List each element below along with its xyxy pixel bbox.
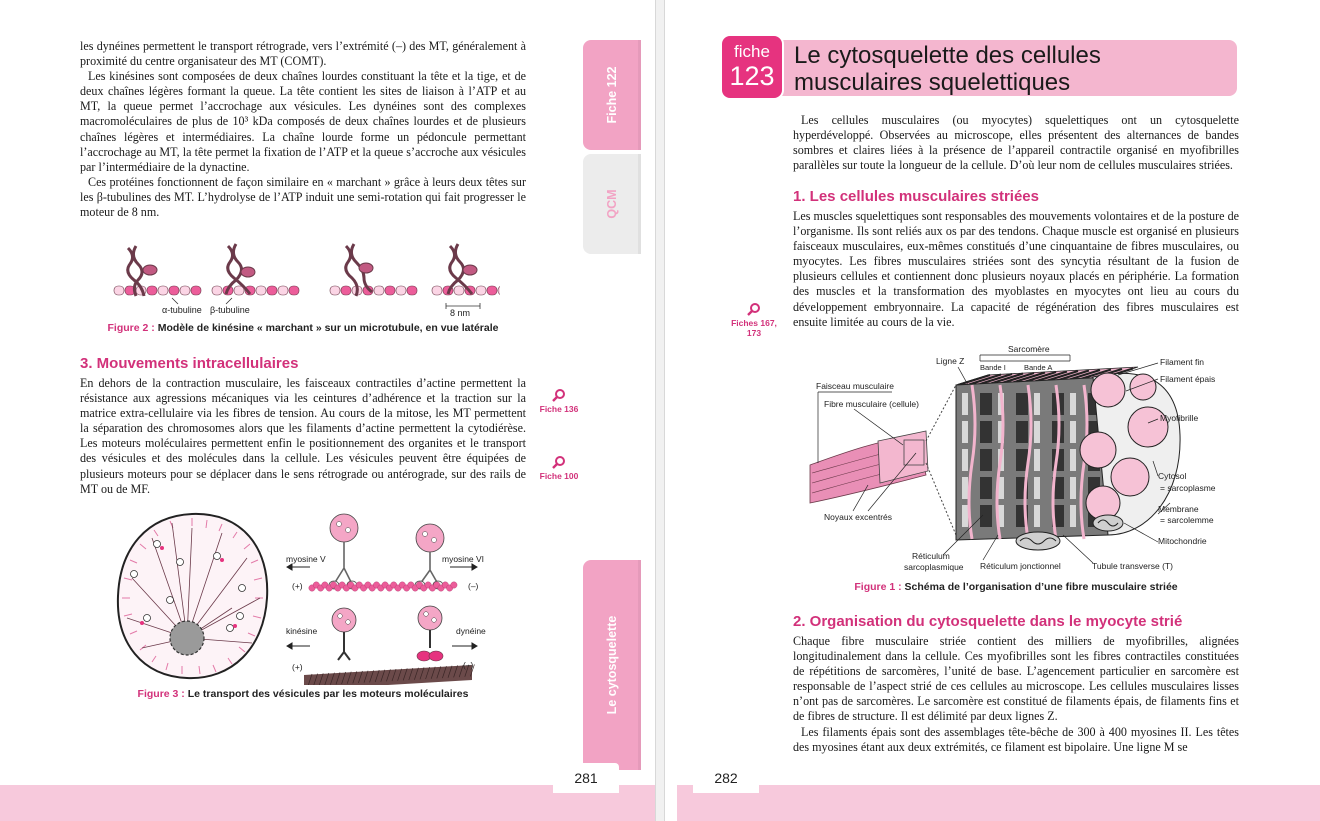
- myofilament-band: [962, 421, 968, 443]
- myofilament-band: [962, 393, 968, 415]
- label-sarcolemme: = sarcolemme: [1160, 515, 1214, 525]
- tab-fiche-122-label: Fiche 122: [605, 66, 619, 124]
- eight-nm-label: 8 nm: [450, 308, 471, 316]
- left-para-2: Les kinésines sont composées de deux chaînes lourdes constituant la tête et la tige, et de deux chaînes légères formant la queue. La tête contient les sites de liaison à l’ATP et au MT, la queue permet l’accrochage aux vésicules. Les dynéines sont des complexes macromoléculaires de plus de 10³ kDa composés de deux chaînes lourdes et de plusieurs chaînes légères et intermédiaires. La chaîne lourde forme un pédoncule permettant l’accrochage au MT, la tête permet la fixation de l’ATP et la queue s’accroche aux vésicules par l’intermédiaire de la dynactine.: [80, 69, 526, 174]
- tab-chapter[interactable]: [583, 560, 641, 770]
- myofilament-band: [1034, 421, 1040, 443]
- figure-1-muscle-fiber-diagram: [808, 345, 1228, 575]
- label-mitochondrie: Mitochondrie: [1158, 536, 1207, 546]
- tubulin-subunit: [454, 286, 464, 295]
- myofilament-band: [1034, 505, 1040, 527]
- label-myofibrille: Myofibrille: [1160, 413, 1199, 423]
- left-page: [0, 0, 655, 821]
- myofilament-band: [962, 449, 968, 471]
- figure-1-caption-label: Figure 1 :: [854, 581, 902, 593]
- myofilament-band: [1034, 477, 1040, 499]
- tubulin-subunit: [407, 286, 417, 295]
- tab-chapter-label: Le cytosquelette: [605, 615, 619, 715]
- dynein-label: dynéine: [456, 626, 486, 636]
- section-1-title: 1. Les cellules musculaires striées: [793, 188, 1039, 205]
- tab-fiche-122[interactable]: [583, 40, 641, 150]
- section-2-body: [793, 634, 1239, 755]
- label-membrane: Membrane: [1158, 504, 1199, 514]
- myofilament-band: [1016, 393, 1028, 415]
- tubulin-subunit: [374, 286, 384, 295]
- tab-qcm[interactable]: [583, 154, 641, 254]
- label-bande-a: Bande A: [1024, 363, 1053, 372]
- figure-1-caption: [793, 581, 1239, 593]
- tubulin-subunit: [289, 286, 299, 295]
- label-sarcoplasmique: sarcoplasmique: [904, 562, 964, 572]
- beta-tubulin-label: β-tubuline: [210, 305, 250, 315]
- myofilament-band: [980, 477, 992, 499]
- tubulin-subunit: [330, 286, 340, 295]
- magnifier-icon: [552, 388, 566, 402]
- tubulin-subunit: [278, 286, 288, 295]
- section-1-body: [793, 209, 1239, 330]
- tubulin-subunit: [396, 286, 406, 295]
- minus-end-label: (–): [468, 581, 479, 591]
- myofilament-band: [1034, 449, 1040, 471]
- figure-3-motors-diagram: [282, 510, 492, 685]
- figure-3-cell-diagram: [112, 508, 272, 683]
- myosin-vi-label: myosine VI: [442, 554, 485, 564]
- myofilament-band: [1070, 477, 1076, 499]
- figure-2-kinesin-diagram: [110, 236, 500, 316]
- margin-ref-fiche-136[interactable]: [536, 388, 582, 414]
- myofilament-band: [1034, 393, 1040, 415]
- label-fibre: Fibre musculaire (cellule): [824, 399, 919, 409]
- section-2-text-1: Chaque fibre musculaire striée contient des milliers de myofibrilles, alignées longitudinalement dans la cellule. Ces myofibrilles sont les fibres contractiles constituées de répétitions de sarcomères, l’unité de base. L’agencement particulier en sarcomère est responsable de l’aspect strié de ces cellules au microscope. Les cellules musculaires lisses n’ont pas de sarcomères. Le sarcomère est constitué de filaments épais, de filaments fins et de fibres de structure. Il est délimité par deux lignes Z.: [793, 634, 1239, 724]
- label-cytosol: Cytosol: [1158, 471, 1187, 481]
- label-filament-epais: Filament épais: [1160, 374, 1216, 384]
- fiche-number: 123: [729, 61, 775, 91]
- plus-end-label-2: (+): [292, 662, 303, 672]
- tubulin-subunit: [158, 286, 168, 295]
- actin-monomer: [451, 582, 457, 588]
- myofilament-band: [980, 449, 992, 471]
- figure-1-caption-text: Schéma de l’organisation d’une fibre musculaire striée: [904, 581, 1178, 593]
- figure-2-caption-text: Modèle de kinésine « marchant » sur un microtubule, en vue latérale: [157, 322, 499, 334]
- right-intro-block: [793, 113, 1239, 173]
- figure-3-caption-text: Le transport des vésicules par les moteurs moléculaires: [187, 688, 469, 700]
- magnifier-icon: [747, 302, 761, 316]
- myofilament-band: [980, 421, 992, 443]
- tubulin-subunit: [169, 286, 179, 295]
- tubulin-subunit: [385, 286, 395, 295]
- myosin-v-label: myosine V: [286, 554, 326, 564]
- label-noyaux: Noyaux excentrés: [824, 512, 893, 522]
- tubulin-subunit: [256, 286, 266, 295]
- alpha-tubulin-label: α-tubuline: [162, 305, 202, 315]
- fiche-word: fiche: [734, 42, 770, 61]
- margin-ref-text: Fiche 136: [539, 404, 579, 414]
- myofilament-band: [1070, 393, 1076, 415]
- label-reticulum: Réticulum: [912, 551, 950, 561]
- myofilament-band: [980, 393, 992, 415]
- tubulin-subunit: [212, 286, 222, 295]
- tubulin-subunit: [487, 286, 497, 295]
- tubulin-subunit: [498, 286, 500, 295]
- tubulin-subunit: [114, 286, 124, 295]
- tubulin-subunit: [267, 286, 277, 295]
- page-number-right: 282: [693, 763, 759, 793]
- myofilament-band: [962, 477, 968, 499]
- figure-3-caption: [80, 688, 526, 700]
- label-tubule-transverse: Tubule transverse (T): [1092, 561, 1173, 571]
- label-sarcoplasme: = sarcoplasme: [1160, 483, 1216, 493]
- page-title: Le cytosquelette des cellules musculaires squelettiques: [794, 42, 1101, 96]
- fiche-number-badge: [722, 36, 782, 98]
- tubulin-subunit: [476, 286, 486, 295]
- figure-2-caption-label: Figure 2 :: [107, 322, 155, 334]
- section-3-body: [80, 376, 526, 497]
- label-faisceau: Faisceau musculaire: [816, 381, 894, 391]
- section-1-text: Les muscles squelettiques sont responsables des mouvements volontaires et de la posture de l’organisme. Ils sont reliés aux os par des tendons. Chaque muscle est organisé en plusieurs faisceaux musculaires, eux-mêmes constitués d’une cinquantaine de fibres musculaires, ou myocytes. Les fibres musculaires striées sont des syncytia résultant de la fusion de plusieurs cellules et contiennent donc plusieurs noyaux placés en périphérie. La formation des muscles et la transformation des myoblastes en myocytes ont lieu au cours du développement embryonnaire. La capacité de régénération des fibres musculaires est ensuite limitée au cours de la vie.: [793, 209, 1239, 329]
- intro-text: Les cellules musculaires (ou myocytes) squelettiques ont un cytosquelette hyperdéveloppé. Observées au microscope, elles présentent des alternances de bandes sombres et claires liées à la présence de l’appareil contractile organisé en myofibrilles parallèles sur toute la longueur de la cellule. D’où leur nom de cellules musculaires striées.: [793, 113, 1239, 173]
- margin-ref-fiche-100[interactable]: [536, 455, 582, 481]
- section-2-title: 2. Organisation du cytosquelette dans le myocyte strié: [793, 613, 1183, 630]
- tubulin-subunit: [147, 286, 157, 295]
- section-3-title: 3. Mouvements intracellulaires: [80, 355, 299, 372]
- label-reticulum-jonctionnel: Réticulum jonctionnel: [980, 561, 1061, 571]
- margin-ref-text: Fiche 100: [539, 471, 579, 481]
- myofilament-band: [962, 505, 968, 527]
- myofilament-band: [1070, 449, 1076, 471]
- label-filament-fin: Filament fin: [1160, 357, 1204, 367]
- margin-ref-text: Fiches 167, 173: [731, 318, 777, 338]
- label-ligne-z: Ligne Z: [936, 356, 965, 366]
- book-gutter: [655, 0, 665, 821]
- label-sarcomere: Sarcomère: [1008, 345, 1050, 354]
- page-number-left: 281: [553, 763, 619, 793]
- right-footer-band: [677, 785, 1320, 821]
- myofilament-band: [1070, 505, 1076, 527]
- myofilament-band: [1070, 421, 1076, 443]
- section-3-text: En dehors de la contraction musculaire, les faisceaux contractiles d’actine permettent la résistance aux agressions mécaniques via les ceintures d’adhérence et la traction sur la matrice extra-cellulaire via les fibres de tension. Au cours de la mitose, les MT permettent la séparation des chromosomes alors que les filaments d’actine permettent la cytodiérèse. Les moteurs moléculaires permettent enfin le positionnement des organites et le transport des vésicules et des molécules dans la cellule. Les vésicules peuvent être équipées de plusieurs moteurs pour se déplacer dans le sens rétrograde ou antérograde, sur des rails de MT ou de MF.: [80, 376, 526, 496]
- left-text-block: [80, 39, 526, 220]
- label-bande-i: Bande I: [980, 363, 1006, 372]
- tubulin-subunit: [191, 286, 201, 295]
- figure-2-caption: [80, 322, 526, 334]
- myofilament-band: [1016, 421, 1028, 443]
- kinesin-label: kinésine: [286, 626, 318, 636]
- left-para-1: les dynéines permettent le transport rétrograde, vers l’extrémité (–) des MT, généralement à proximité du centre organisateur des MT (COMT).: [80, 39, 526, 69]
- figure-3-caption-label: Figure 3 :: [137, 688, 185, 700]
- minus-end-label-2: (–): [463, 660, 474, 670]
- margin-ref-fiches-167-173[interactable]: [728, 302, 780, 338]
- left-para-3: Ces protéines fonctionnent de façon similaire en « marchant » grâce à leurs deux têtes sur les β-tubulines des MT. L’hydrolyse de l’ATP induit une semi-rotation qui fait progresser le moteur de 8 nm.: [80, 174, 526, 220]
- tubulin-subunit: [432, 286, 442, 295]
- section-2-text-2: Les filaments épais sont des assemblages tête-bêche de 300 à 400 myosines II. Les têtes des myosines étant aux deux extrémités, ce filament est bipolaire. Une ligne M se: [793, 724, 1239, 754]
- tubulin-subunit: [180, 286, 190, 295]
- plus-end-label: (+): [292, 581, 303, 591]
- magnifier-icon: [552, 455, 566, 469]
- tab-qcm-label: QCM: [605, 189, 619, 219]
- tubulin-subunit: [341, 286, 351, 295]
